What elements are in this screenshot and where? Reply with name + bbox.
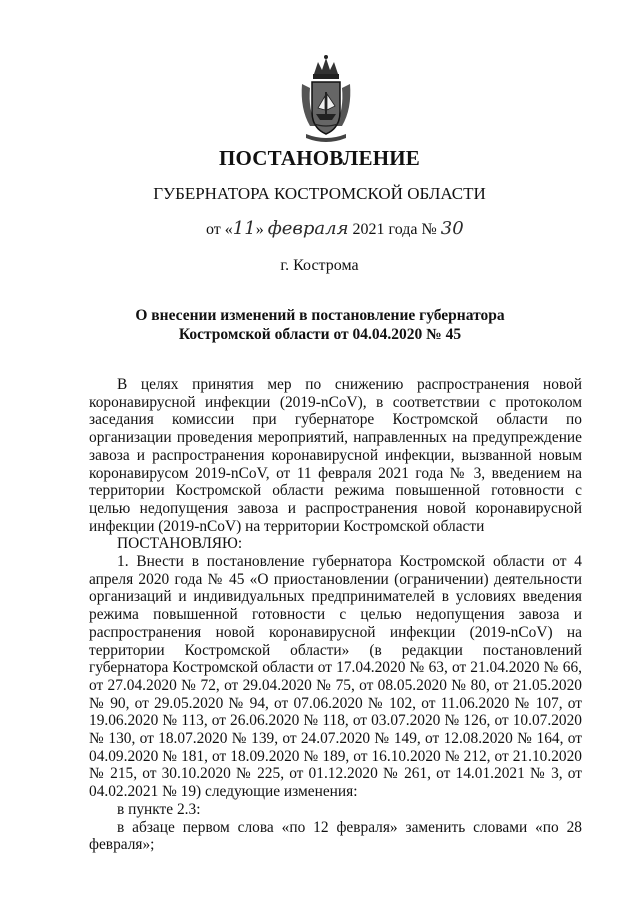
handwritten-month: февраля xyxy=(267,218,349,239)
clause-2-3-paragraph: в пункте 2.3: xyxy=(117,800,201,818)
handwritten-day: 11 xyxy=(232,218,256,239)
item-1-paragraph: 1. Внести в постановление губернатора Костромской области от 4 апреля 2020 года № 45 «О приостановлении (ограничении) деятельности организаций и индивидуальных предпринимателей в условиях введения режима повышенной готовности с целью недопущения завоза и распространения новой коронавирусной инфекции (2019-nCoV) на территории Костромской области» (в редакции постановлений губернатора Костромской области от 17.04.2020 № 63, от 21.04.2020 № 66, от 27.04.2020 № 72, от 29.04.2020 № 75, от 08.05.2020 № 80, от 21.05.2020 № 90, от 29.05.2020 № 94, от 07.06.2020 № 102, от 11.06.2020 № 107, от 19.06.2020 № 113, от 26.06.2020 № 118, от 03.07.2020 № 126, от 10.07.2020 № 130, от 18.07.2020 № 139, от 24.07.2020 № 149, от 12.08.2020 № 164, от 04.09.2020 № 181, от 18.09.2020 № 189, от 16.10.2020 № 212, от 21.10.2020 № 215, от 30.10.2020 № 225, от 01.12.2020 № 261, от 14.01.2021 № 3, от 04.02.2021 № 19) следующие изменения: xyxy=(89,553,582,801)
date-mid: » xyxy=(255,221,264,238)
city-name: г. Кострома xyxy=(280,257,359,274)
date-year: 2021 года № xyxy=(352,221,437,238)
heading-line-1: О внесении изменений в постановление губернатора xyxy=(135,307,505,324)
document-body xyxy=(89,376,582,854)
document-subtitle: ГУБЕРНАТОРА КОСТРОМСКОЙ ОБЛАСТИ xyxy=(153,184,486,203)
amendment-paragraph: в абзаце первом слова «по 12 февраля» заменить словами «по 28 февраля»; xyxy=(89,818,582,854)
handwritten-number: 30 xyxy=(440,218,464,239)
coat-of-arms-emblem xyxy=(296,54,356,144)
resolution-heading xyxy=(100,306,540,344)
heading-line-2: Костромской области от 04.04.2020 № 45 xyxy=(178,326,462,343)
document-title: ПОСТАНОВЛЕНИЕ xyxy=(218,146,421,170)
date-prefix: от « xyxy=(206,221,233,238)
resolve-paragraph: ПОСТАНОВЛЯЮ: xyxy=(117,535,243,553)
preamble-paragraph: В целях принятия мер по снижению распространения новой коронавирусной инфекции (2019-nCoV), в соответствии с протоколом заседания комиссии при губернаторе Костромской области по организации проведения мероприятий, направленных на предупреждение завоза и распространения коронавирусной инфекции, вызванной новым коронавирусом 2019-nCoV, от 11 февраля 2021 года № 3, введением на территории Костромской области режима повышенной готовности с целью недопущения завоза и распространения новой коронавирусной инфекции (2019-nCoV) на территории Костромской области xyxy=(89,376,582,535)
date-line xyxy=(206,218,464,239)
